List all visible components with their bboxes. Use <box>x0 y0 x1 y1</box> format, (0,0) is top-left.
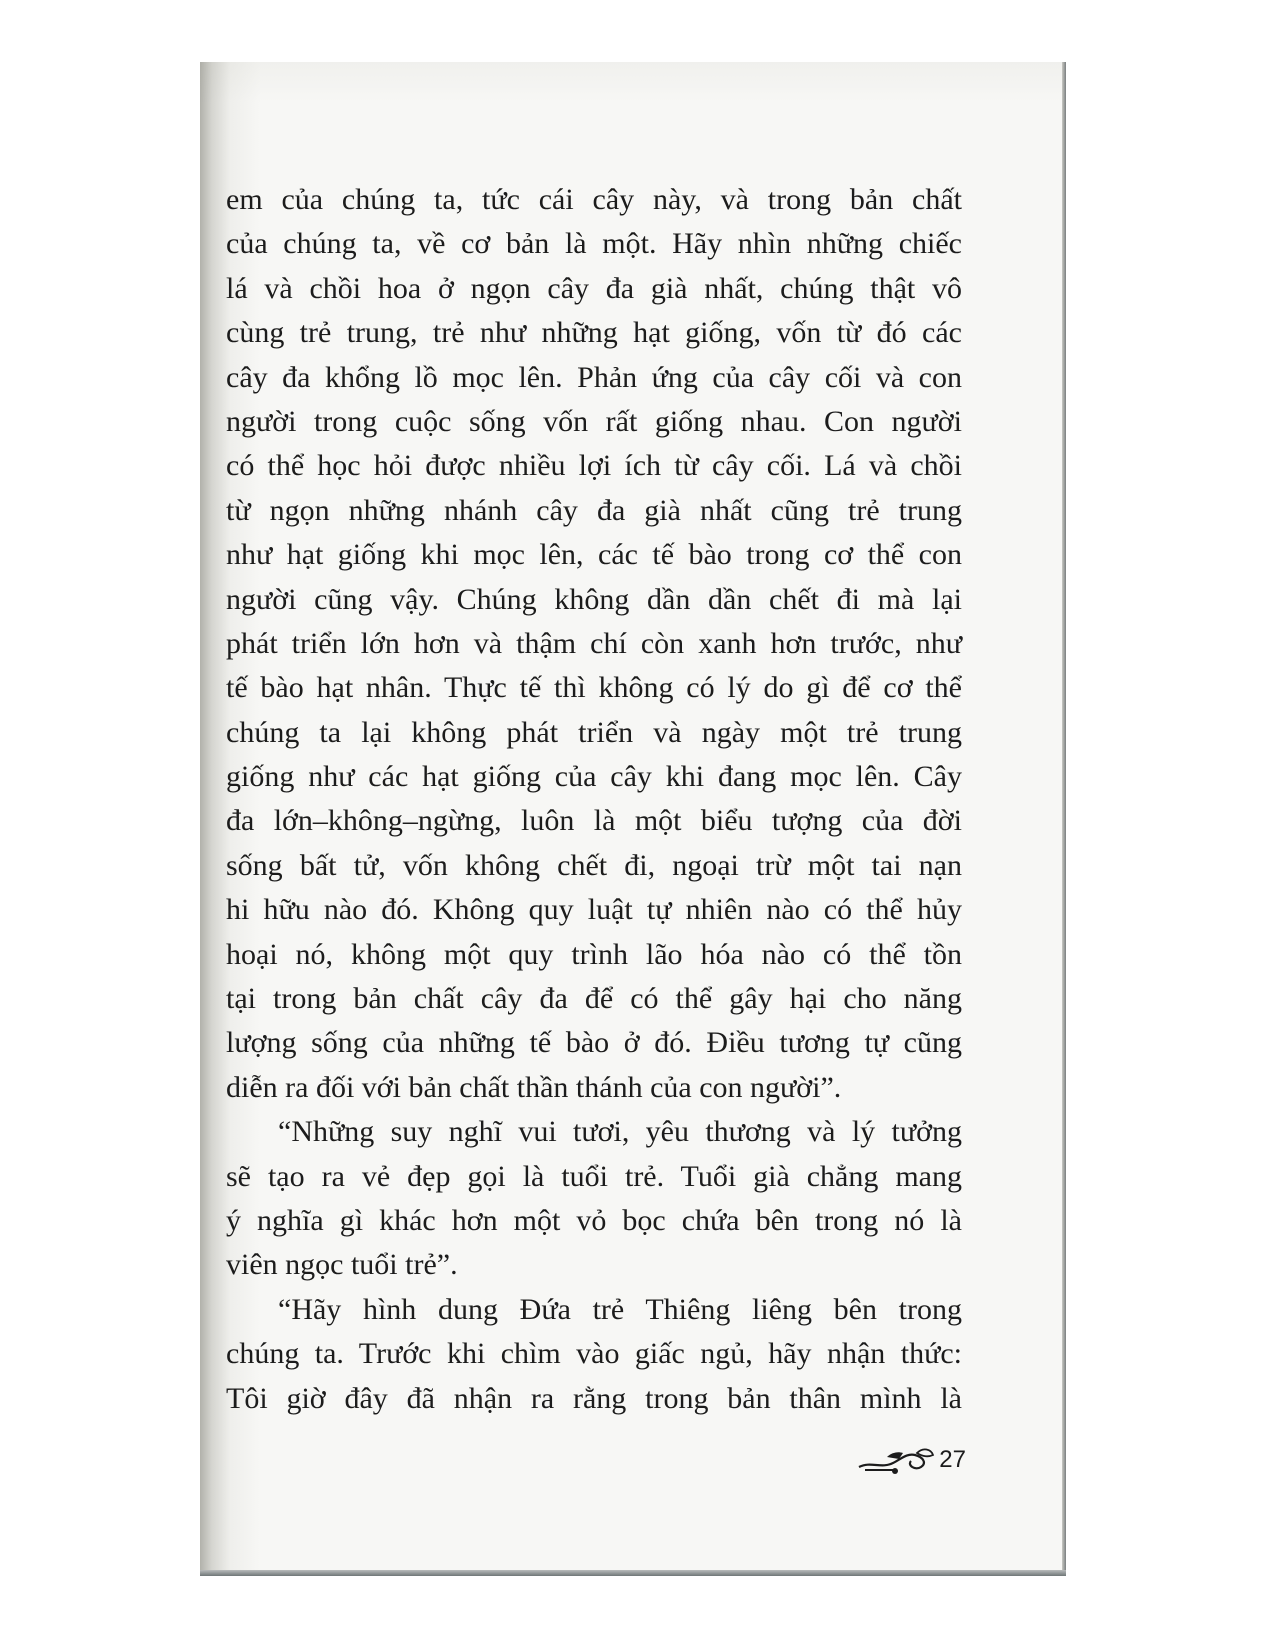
text-line: cây đa khổng lồ mọc lên. Phản ứng của cây cối và con <box>226 360 962 394</box>
decorative-ornament-icon <box>857 1443 937 1477</box>
text-line: đa lớn–không–ngừng, luôn là một biểu tượng của đời <box>226 804 962 838</box>
text-line: sẽ tạo ra vẻ đẹp gọi là tuổi trẻ. Tuổi già chẳng mang <box>226 1159 962 1193</box>
text-line: “Những suy nghĩ vui tươi, yêu thương và lý tưởng <box>278 1115 962 1149</box>
text-line: diễn ra đối với bản chất thần thánh của con người”. <box>226 1070 842 1104</box>
body-text <box>226 178 962 1421</box>
text-line: ý nghĩa gì khác hơn một vỏ bọc chứa bên trong nó là <box>226 1203 962 1237</box>
text-line: như hạt giống khi mọc lên, các tế bào trong cơ thể con <box>226 538 962 572</box>
page-bottom-edge <box>200 1570 1066 1576</box>
text-line: giống như các hạt giống của cây khi đang mọc lên. Cây <box>226 760 962 794</box>
text-line: người trong cuộc sống vốn rất giống nhau. Con người <box>226 404 962 438</box>
page-number: 27 <box>939 1446 966 1473</box>
text-line: từ ngọn những nhánh cây đa già nhất cũng trẻ trung <box>226 493 962 527</box>
text-line: tế bào hạt nhân. Thực tế thì không có lý do gì để cơ thể <box>226 671 962 705</box>
text-line: tại trong bản chất cây đa để có thể gây hại cho năng <box>226 982 962 1016</box>
page-footer <box>856 1440 966 1480</box>
text-line: viên ngọc tuổi trẻ”. <box>226 1248 458 1282</box>
text-line: hi hữu nào đó. Không quy luật tự nhiên nào có thể hủy <box>226 893 962 927</box>
text-line: chúng ta lại không phát triển và ngày một trẻ trung <box>226 715 962 749</box>
text-line: cùng trẻ trung, trẻ như những hạt giống, vốn từ đó các <box>226 316 962 350</box>
text-line: “Hãy hình dung Đứa trẻ Thiêng liêng bên trong <box>278 1292 962 1326</box>
text-line: chúng ta. Trước khi chìm vào giấc ngủ, hãy nhận thức: <box>226 1337 962 1371</box>
text-line: lượng sống của những tế bào ở đó. Điều tương tự cũng <box>226 1026 962 1060</box>
text-line: hoại nó, không một quy trình lão hóa nào có thể tồn <box>226 937 962 971</box>
text-line: phát triển lớn hơn và thậm chí còn xanh hơn trước, như <box>226 626 962 660</box>
text-line: sống bất tử, vốn không chết đi, ngoại trừ một tai nạn <box>226 848 962 882</box>
text-line: lá và chồi hoa ở ngọn cây đa già nhất, chúng thật vô <box>226 271 962 305</box>
page-right-edge <box>1062 62 1066 1574</box>
text-line: người cũng vậy. Chúng không dần dần chết đi mà lại <box>226 582 962 616</box>
text-line: có thể học hỏi được nhiều lợi ích từ cây cối. Lá và chồi <box>226 449 962 483</box>
text-line: của chúng ta, về cơ bản là một. Hãy nhìn những chiếc <box>226 227 962 261</box>
text-line: em của chúng ta, tức cái cây này, và trong bản chất <box>226 183 962 216</box>
text-line: Tôi giờ đây đã nhận ra rằng trong bản thân mình là <box>226 1381 962 1415</box>
